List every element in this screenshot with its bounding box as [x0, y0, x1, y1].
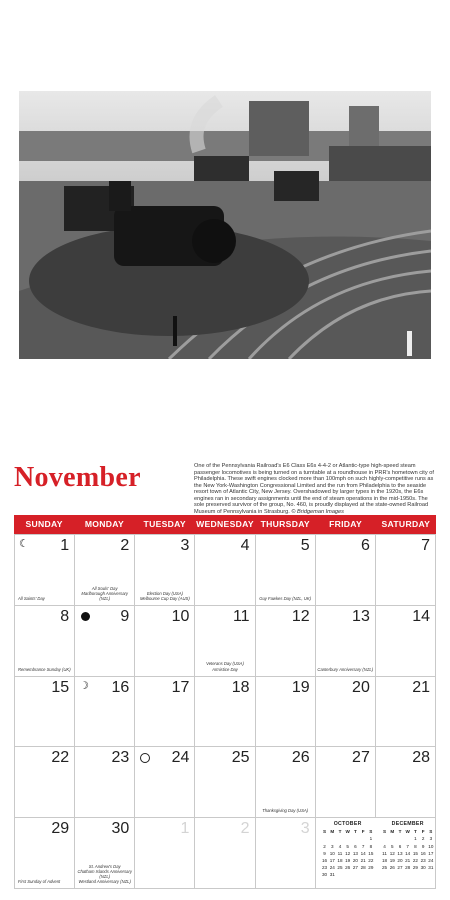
day-events — [257, 808, 314, 813]
mini-day: 3 — [330, 843, 334, 849]
mini-day: 16 — [420, 850, 426, 856]
day-events — [196, 661, 253, 671]
mini-day: 4 — [338, 843, 342, 849]
mini-day: 13 — [397, 850, 403, 856]
weekday-monday: MONDAY — [84, 519, 125, 529]
day-number: 29 — [51, 820, 70, 838]
mini-day: 24 — [428, 858, 434, 863]
mini-calendars — [316, 818, 436, 889]
event-label: Election Day (USA) — [146, 590, 183, 596]
event-label: Remembrance Sunday (UK) — [18, 666, 71, 672]
mini-day: 30 — [321, 872, 328, 878]
day-cell[interactable] — [256, 677, 316, 748]
mini-day — [321, 835, 329, 842]
day-cell[interactable] — [195, 677, 255, 748]
day-cell[interactable] — [15, 606, 75, 677]
mini-day: 5 — [346, 843, 349, 849]
new-moon-icon — [81, 612, 90, 621]
mini-day: 20 — [397, 858, 403, 863]
mini-calendar-december — [381, 821, 435, 871]
photo-caption — [194, 463, 439, 515]
mini-day: 19 — [389, 858, 395, 863]
mini-day — [396, 835, 404, 842]
mini-day: 8 — [369, 843, 373, 849]
day-cell[interactable] — [376, 606, 436, 677]
day-cell[interactable] — [135, 818, 195, 889]
mini-day: 15 — [412, 850, 418, 856]
day-number: 11 — [232, 607, 250, 625]
event-label: All Souls' Day — [91, 585, 118, 591]
mini-day: 14 — [405, 850, 411, 856]
day-cell[interactable] — [376, 747, 436, 818]
weekday-friday: FRIDAY — [329, 519, 363, 529]
mini-day — [352, 871, 360, 878]
mini-day: 6 — [354, 843, 357, 849]
mini-day: 21 — [360, 858, 366, 863]
mini-day: 1 — [414, 836, 417, 842]
day-number: 26 — [291, 749, 310, 767]
event-label: Guy Fawkes Day (NZL, UK) — [259, 595, 312, 601]
event-label: First Sunday of Advent — [18, 878, 61, 884]
mini-day: 31 — [329, 872, 335, 878]
day-cell[interactable] — [195, 747, 255, 818]
day-cell[interactable] — [316, 677, 376, 748]
weekday-header — [14, 515, 436, 534]
mini-day: 12 — [389, 850, 395, 856]
day-events — [317, 667, 374, 672]
event-label: Canterbury Anniversary (NZL) — [317, 666, 374, 672]
day-cell[interactable] — [316, 606, 376, 677]
mini-day: 2 — [323, 843, 326, 849]
calendar-grid — [14, 534, 436, 889]
day-number: 3 — [300, 820, 310, 838]
mini-day: 21 — [405, 858, 411, 863]
day-number: 8 — [60, 607, 70, 625]
mini-day: 28 — [405, 865, 411, 871]
day-events — [76, 864, 133, 884]
mini-weekday: W — [405, 829, 410, 835]
day-cell[interactable] — [15, 535, 75, 606]
mini-day: 17 — [329, 858, 335, 863]
mini-weekday: S — [383, 829, 387, 835]
mini-day: 22 — [412, 858, 418, 863]
mini-day: 30 — [420, 865, 426, 871]
event-label: St. Andrew's Day — [88, 863, 121, 869]
day-number: 12 — [291, 607, 310, 625]
mini-day: 26 — [345, 865, 351, 871]
day-number: 14 — [412, 607, 430, 625]
mini-day: 25 — [381, 865, 388, 871]
mini-calendar-october — [321, 821, 375, 878]
day-cell[interactable] — [135, 677, 195, 748]
mini-day: 9 — [323, 850, 326, 856]
mini-day: 7 — [406, 843, 409, 849]
mini-day — [344, 835, 352, 842]
day-number: 9 — [120, 607, 130, 625]
mini-weekday: T — [398, 829, 402, 835]
mini-day: 23 — [321, 865, 328, 871]
day-number: 16 — [111, 678, 130, 696]
mini-calendar-title: OCTOBER — [333, 821, 362, 828]
weekday-thursday: THURSDAY — [260, 519, 310, 529]
event-label: Westland Anniversary (NZL) — [78, 878, 131, 884]
mini-day: 11 — [382, 850, 387, 856]
day-cell[interactable] — [75, 606, 135, 677]
day-number: 30 — [111, 820, 130, 838]
mini-day: 16 — [321, 858, 328, 863]
mini-day: 4 — [383, 843, 386, 849]
event-label: Marlborough Anniversary (NZL) — [81, 590, 129, 601]
mini-day: 14 — [360, 850, 366, 856]
day-cell[interactable] — [75, 747, 135, 818]
day-number: 2 — [240, 820, 250, 838]
mini-day — [359, 871, 367, 878]
mini-weekday: T — [414, 829, 417, 835]
mini-day: 28 — [360, 865, 366, 871]
day-number: 7 — [421, 537, 430, 554]
day-number: 23 — [111, 749, 130, 767]
day-cell[interactable] — [195, 818, 255, 889]
mini-day: 3 — [429, 836, 433, 842]
day-cell[interactable] — [376, 677, 436, 748]
day-number: 25 — [231, 749, 250, 767]
mini-day: 20 — [352, 858, 358, 863]
day-cell[interactable] — [135, 535, 195, 606]
mini-day: 25 — [337, 865, 343, 871]
day-cell[interactable] — [256, 535, 316, 606]
month-title: November — [14, 462, 141, 493]
day-number: 22 — [51, 749, 70, 767]
day-cell[interactable] — [75, 818, 135, 889]
event-label: Thanksgiving Day (USA) — [262, 808, 309, 814]
mini-day — [336, 871, 344, 878]
mini-day: 27 — [352, 865, 358, 871]
mini-weekday: F — [361, 829, 365, 835]
mini-day — [344, 871, 352, 878]
mini-day — [336, 835, 344, 842]
day-cell[interactable] — [256, 747, 316, 818]
mini-day — [352, 835, 360, 842]
mini-day: 29 — [412, 865, 418, 871]
day-number: 10 — [171, 607, 190, 625]
day-number: 17 — [171, 678, 190, 696]
day-number: 3 — [180, 537, 190, 554]
event-label: Veterans Day (USA) — [206, 661, 244, 667]
day-cell[interactable] — [256, 606, 316, 677]
day-number: 28 — [412, 749, 430, 767]
mini-day: 11 — [337, 850, 343, 856]
day-cell[interactable] — [316, 747, 376, 818]
weekday-saturday: SATURDAY — [381, 519, 431, 529]
weekday-tuesday: TUESDAY — [143, 519, 186, 529]
mini-day: 15 — [368, 850, 374, 856]
mini-day: 17 — [428, 850, 434, 856]
day-number: 20 — [352, 678, 370, 696]
mini-calendar-title: DECEMBER — [391, 821, 424, 828]
day-events — [18, 879, 73, 884]
day-number: 13 — [352, 607, 370, 625]
mini-weekday: S — [323, 829, 327, 835]
day-cell[interactable] — [75, 535, 135, 606]
event-label: All Saints' Day — [18, 595, 45, 601]
weekday-sunday: SUNDAY — [25, 519, 63, 529]
mini-weekday: F — [421, 829, 425, 835]
mini-day: 27 — [397, 865, 403, 871]
mini-day — [359, 835, 367, 842]
event-label: Chatham Islands Anniversary (NZL) — [77, 868, 132, 879]
mini-day: 7 — [361, 843, 365, 849]
mini-day: 22 — [368, 858, 374, 863]
mini-day: 1 — [369, 836, 373, 842]
mini-day: 19 — [345, 858, 351, 863]
mini-day: 24 — [329, 865, 335, 871]
mini-weekday: S — [429, 829, 433, 835]
day-cell[interactable] — [195, 606, 255, 677]
day-events — [257, 596, 314, 601]
mini-day: 2 — [421, 836, 425, 842]
event-label: Armistice Day — [212, 666, 238, 672]
day-cell[interactable] — [256, 818, 316, 889]
locomotive-photo — [19, 91, 431, 359]
mini-day: 9 — [421, 843, 425, 849]
mini-weekday: M — [330, 829, 335, 835]
day-number: 21 — [412, 678, 430, 696]
day-events — [76, 586, 133, 601]
day-cell[interactable] — [15, 818, 75, 889]
day-cell[interactable] — [75, 677, 135, 748]
mini-weekday: T — [354, 829, 357, 835]
mini-day — [404, 835, 412, 842]
day-number: 1 — [60, 537, 70, 554]
caption-text: One of the Pennsylvania Railroad's E6 Class E6s 4-4-2 or Atlantic-type high-speed steam passenger locomotives is being turned on a turntable at a roundhouse in PRR's hometown city of Philadelphia. These swift engines clocked more than 100mph on such highly-competitive runs as the New York-Washington Congressional Limited and the run from Philadelphia to the seaside resort town of Atlantic City, New Jersey. Overshadowed by larger types in the 1920s, the E6s engines ran in secondary assignments until the end of steam operations in the mid-1950s. The sole preserved survivor of the group, No. 460, is proudly displayed at the state-owned Railroad Museum of Pennsylvania in Strasburg. — [194, 463, 434, 515]
day-events — [18, 667, 73, 672]
caption-credit: © Bridgeman Images — [291, 508, 344, 515]
day-cell[interactable] — [195, 535, 255, 606]
mini-weekday: T — [338, 829, 342, 835]
mini-weekday: M — [390, 829, 395, 835]
mini-day: 18 — [337, 858, 343, 863]
mini-day: 6 — [398, 843, 402, 849]
first-quarter-moon-icon: ☽ — [79, 679, 90, 692]
day-number: 5 — [300, 537, 310, 554]
weekday-wednesday: WEDNESDAY — [196, 519, 254, 529]
day-number: 4 — [240, 537, 250, 554]
mini-day — [367, 871, 375, 878]
day-events — [136, 591, 193, 601]
mini-day — [388, 835, 396, 842]
day-number: 1 — [180, 820, 190, 838]
mini-day: 29 — [368, 865, 374, 871]
day-number: 15 — [51, 678, 70, 696]
day-cell[interactable] — [376, 535, 436, 606]
mini-day: 10 — [428, 843, 434, 849]
day-cell[interactable] — [135, 747, 195, 818]
mini-day — [381, 835, 389, 842]
mini-day: 26 — [389, 865, 395, 871]
mini-day: 12 — [345, 850, 351, 856]
day-number: 2 — [120, 537, 130, 554]
mini-weekday: W — [345, 829, 350, 835]
day-number: 6 — [360, 537, 370, 554]
day-events — [18, 596, 73, 601]
mini-day: 18 — [381, 858, 388, 863]
mini-day: 23 — [420, 858, 426, 863]
day-cell[interactable] — [15, 747, 75, 818]
day-cell[interactable] — [135, 606, 195, 677]
day-number: 27 — [352, 749, 370, 767]
day-cell[interactable] — [316, 535, 376, 606]
mini-weekday: S — [369, 829, 373, 835]
mini-day: 10 — [329, 850, 335, 856]
mini-day: 8 — [414, 843, 417, 849]
mini-day: 31 — [428, 865, 434, 871]
full-moon-icon — [140, 753, 150, 763]
day-number: 18 — [231, 678, 250, 696]
day-number: 24 — [171, 749, 190, 767]
mini-day: 5 — [390, 843, 394, 849]
mini-day — [328, 835, 336, 842]
event-label: Melbourne Cup Day (AUS) — [139, 595, 190, 601]
last-quarter-moon-icon: ☾ — [19, 538, 29, 550]
day-cell[interactable] — [15, 677, 75, 748]
day-number: 19 — [291, 678, 310, 696]
mini-day: 13 — [352, 850, 358, 856]
